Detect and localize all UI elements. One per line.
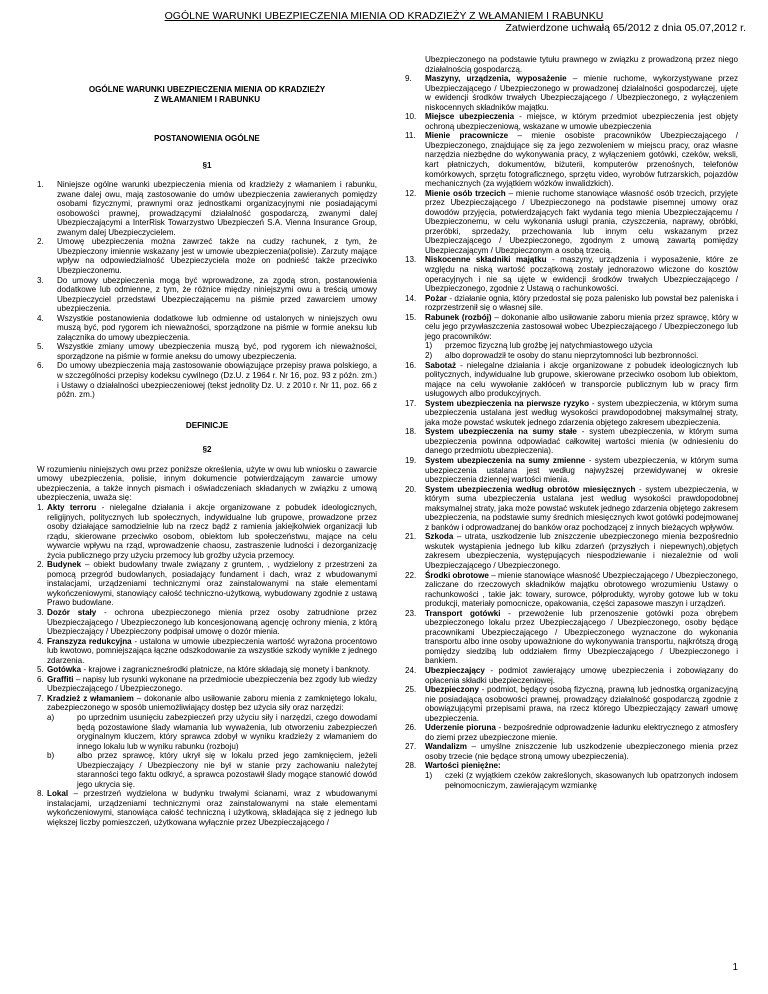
definition-term: Akty terroru — [47, 502, 97, 512]
item-text — [425, 532, 738, 570]
definition-body: - bezpośrednie odprowadzenie ładunku elektrycznego z atmosfery do ziemi przez ubezpieczone mienie. — [425, 723, 738, 742]
definition-item — [405, 255, 738, 293]
item-text: Umowę ubezpieczenia można zawrzeć także na cudzy rachunek, z tym, że Ubezpieczony imiennie wskazany jest w umowie ubezpieczenia(polisie). Zarzuty mające wpływ na odpowiedzialność Ubezpieczyciela może on podnieść także przeciwko Ubezpieczonemu. — [57, 237, 377, 276]
item-text — [425, 761, 738, 771]
definition-body: - krajowe i zagraniczneśrodki płatnicze, na które składają się monety i banknoty. — [81, 665, 370, 675]
item-text: Wszystkie zmiany umowy ubezpieczenia muszą być, pod rygorem ich nieważności, sporządzone na piśmie w formie aneksu do umowy ubezpieczenia. — [57, 342, 377, 361]
item-text: albo doprowadził te osoby do stanu nieprzytomności lub bezbronności. — [445, 350, 699, 360]
item-text: Wszystkie postanowienia dodatkowe lub odmienne od ustalonych w niniejszych owu muszą być, pod rygorem ich nieważności, sporządzone na piśmie w formie aneksu lub załącznika do umowy ubezpieczenia. — [57, 313, 377, 342]
definition-body: - nielegalne działania i akcje organizowane z pobudek ideologicznych, religijnych, politycznych lub społecznych, indywidualne lub grupowe, prowadzone przez osoby działające samodzielnie lub na rzecz bądź z ramienia jakiejkolwiek organizacji lub rządu, skierowane przeciwko osobom, obiektom lub społeczeństwu, mające na celu wywarcie wpływu na rząd, wprowadzenie chaosu, zastraszenie ludności i dezorganizację życia publicznego przy użyciu przemocy lub groźby użycia przemocy. — [47, 502, 378, 560]
definition-item — [37, 675, 377, 694]
item-number: 27. — [405, 742, 417, 752]
header-approval: Zatwierdzone uchwałą 65/2012 z dnia 05.07,2012 r. — [505, 22, 746, 34]
definition-term: Ubezpieczony — [425, 685, 479, 695]
definition-term: System ubezpieczenia według obrotów miesięcznych — [425, 484, 636, 494]
definition-term: System ubezpieczenia na sumy zmienne — [425, 455, 586, 465]
item-number: 12. — [405, 188, 417, 198]
definition-term: Dozór stały — [47, 607, 97, 617]
definition-item — [37, 637, 377, 666]
definition-body: – umyślne zniszczenie lub uszkodzenie ubezpieczonego mienia przez osoby trzecie (nie będące stroną umowy ubezpieczenia). — [425, 742, 738, 761]
item-text — [425, 666, 738, 685]
definition-body: - system ubezpieczenia, w którym suma ubezpieczenia ustalana jest według wysokości prawdopodobnej maksymalnej straty, jaka może powstać wskutek jednego zdarzenia objętego zakresem ubezpieczenia, na podstawie sumy średnich miesięcznych kwot gotówki podejmowanej z banków i odprowadzanej do banków oraz pochodzącej z innych bieżących wpływów. — [425, 484, 738, 532]
definition-term: Szkoda — [425, 532, 454, 542]
item-number: 9. — [405, 74, 412, 84]
item-number: 17. — [405, 398, 417, 408]
definition-item — [405, 532, 738, 570]
document-title-line-1: OGÓLNE WARUNKI UBEZPIECZENIA MIENIA OD KRADZIEŻY — [88, 85, 326, 94]
item-number: 20. — [405, 484, 417, 494]
definition-item — [405, 742, 738, 761]
item-text — [47, 637, 377, 666]
item-text — [425, 74, 738, 112]
item-number: 25. — [405, 685, 417, 695]
item-number: 18. — [405, 427, 417, 437]
definition-term: Wandalizm — [425, 742, 467, 752]
item-text — [47, 503, 377, 560]
definition-body: - miejsce, w którym przedmiot ubezpieczenia jest objęty ochroną ubezpieczeniową, wskazane w umowie ubezpieczenia — [425, 112, 738, 131]
item-number: 4. — [37, 313, 44, 323]
section-heading-general: POSTANOWIENIA OGÓLNE — [154, 134, 260, 143]
definition-term: Maszyny, urządzenia, wyposażenie — [425, 74, 567, 84]
definition-term: Ubezpieczający — [425, 666, 485, 675]
definition-term: Niskocenne składniki majątku — [425, 255, 547, 265]
definition-body: – dokonanie albo usiłowanie zaboru mienia z zamkniętego lokalu, zabezpieczonego w sposób uniemożliwiający dostęp bez użycia siły oraz narzędzi: — [47, 693, 377, 713]
left-column — [37, 55, 377, 828]
definition-item — [405, 456, 738, 485]
item-number: 1. — [37, 180, 44, 190]
paragraph-2-heading: §2 — [202, 445, 212, 455]
definition-item — [405, 399, 738, 428]
item-text: Do umowy ubezpieczenia mogą być wprowadzone, za zgodą stron, postanowienia dodatkowe lub odmienne, z tym, że różnice między niniejszymi owu a treścią umowy Ubezpieczyciel przedstawi Ubezpieczającemu na piśmie przed zawarciem umowy ubezpieczenia. — [57, 275, 377, 314]
definition-body: – mienie ruchome stanowiące własność osób trzecich, przyjęte przez Ubezpieczającego / Ubezpieczonego na podstawie pisemnej umowy oraz dowodów przyjęcia, potwierdzających fakt wydania tego mienia Ubezpieczającemu / Ubezpieczonemu, w celu wykonania usługi prania, czyszczenia, naprawy, obróbki, przeróbki, sprzedaży, przechowania lub innym celu wskazanym przez Ubezpieczającego / Ubezpieczonego, zgodnym z umową zawartą pomiędzy Ubezpieczającym / Ubezpieczonym a osobą trzecią. — [425, 188, 738, 255]
item-number: 23. — [405, 608, 417, 618]
definition-body: – utrata, uszkodzenie lub zniszczenie ubezpieczonego mienia bezpośrednio wskutek wystąpienia jednego lub kilku zdarzeń (przyszłych i niepewnych),objętych zakresem ubezpieczenia, występujących niespodziewanie i niezależnie od woli Ubezpieczającego / Ubezpieczonego. — [425, 532, 738, 570]
definition-body: - ochrona ubezpieczonego mienia przez osoby zatrudnione przez Ubezpieczającego / Ubezpieczonego lub koncesjonowaną agencję ochrony mienia, z którą Ubezpieczający / Ubezpieczony podpisał umowę o dozór mienia. — [47, 607, 377, 637]
right-column — [405, 55, 738, 790]
definition-item — [405, 485, 738, 533]
item-text — [425, 112, 738, 131]
definition-item — [405, 685, 738, 723]
general-provision-item — [37, 276, 377, 314]
header-title: OGÓLNE WARUNKI UBEZPIECZENIA MIENIA OD KRADZIEŻY Z WŁAMANIEM I RABUNKU — [164, 10, 604, 22]
definition-term: Gotówka — [47, 665, 82, 675]
definition-item — [405, 361, 738, 399]
definition-item — [37, 694, 377, 713]
item-number: 4. — [37, 636, 44, 646]
item-number: 11. — [405, 131, 416, 141]
item-number: 5. — [37, 665, 44, 675]
definition-item — [37, 608, 377, 637]
item-text — [425, 427, 738, 456]
item-number: 6. — [37, 674, 44, 684]
definition-term: Mienie pracownicze — [425, 131, 509, 141]
item-text — [47, 694, 377, 713]
definition-continuation: Ubezpieczonego na podstawie tytułu prawnego w związku z prowadzoną przez niego działalnością gospodarczą. — [425, 55, 738, 74]
item-text: czeki (z wyjątkiem czeków zakreślonych, skasowanych lub opatrzonych indosem pełnomocniczym, zawierającym wzmiankę — [445, 771, 738, 790]
definition-subitem — [37, 751, 377, 789]
item-number: 2. — [37, 237, 44, 247]
item-number: 16. — [405, 360, 417, 370]
item-text: Niniejsze ogólne warunki ubezpieczenia mienia od kradzieży z włamaniem i rabunku, zwane dalej owu, mają zastosowanie do umów ubezpieczenia zawieranych pomiędzy osobami fizycznymi, prawnymi oraz jednostkami organizacyjnymi nie posiadającymi osobowości prawnej, prowadzącymi działalność gospodarczą, zwanymi dalej Ubezpieczającymi a InterRisk Towarzystwo Ubezpieczeń S.A. Vienna Insurance Group, zwanym dalej Ubezpieczycielem. — [57, 180, 377, 237]
definition-body: - ustalona w umowie ubezpieczenia wartość wyrażona procentowo lub kwotowo, pomniejszająca łączne odszkodowanie za wszystkie szkody wynikłe z jednego zdarzenia. — [47, 636, 378, 665]
item-text: Do umowy ubezpieczenia mają zastosowanie obowiązujące przepisy prawa polskiego, a w szczególności przepisy kodeksu cywilnego (Dz.U. z 1964 r. Nr 16, poz. 93 z późn. zm.) i Ustawy o działalności ubezpieczeniowej (tekst jednolity Dz. U. z 2010 r. Nr 11, poz. 66 z późn. zm.) — [57, 361, 377, 400]
definition-body: – przestrzeń wydzielona w budynku trwałymi ścianami, wraz z wbudowanymi instalacjami, urządzeniami technicznymi oraz zainstalowanymi na stałe elementami wykończeniowymi, stanowiąca całość techniczną i użytkową, składająca się z jednego lub większej liczby pomieszczeń, użytkowana wyłącznie przez Ubezpieczającego / — [47, 789, 377, 827]
item-number: 21. — [405, 532, 417, 542]
definition-item — [405, 723, 738, 742]
definition-item — [37, 503, 377, 560]
item-number: 15. — [405, 312, 417, 322]
item-number: 3. — [37, 275, 44, 285]
definition-term: Graffiti — [47, 674, 74, 684]
general-provisions-list — [37, 180, 377, 400]
definition-term: Transport gotówki — [425, 608, 501, 618]
item-text — [425, 131, 738, 188]
definition-item — [405, 131, 738, 188]
definition-item — [405, 313, 738, 342]
item-text — [425, 456, 738, 485]
definition-item — [405, 112, 738, 131]
item-text — [425, 685, 738, 723]
definition-body: – mienie ruchome, wykorzystywane przez Ubezpieczającego / Ubezpieczonego w prowadzonej działalności gospodarczej, ujęte w ewidencji środków trwałych Ubezpieczającego / Ubezpieczonego, z wyłączeniem niskocennych składników majątku. — [425, 74, 738, 112]
item-text — [47, 675, 377, 694]
general-provision-item — [37, 180, 377, 237]
definition-item — [405, 189, 738, 256]
definition-term: Miejsce ubezpieczenia — [425, 112, 515, 122]
page-header — [0, 10, 768, 34]
definition-item — [37, 789, 377, 827]
item-text — [425, 485, 738, 533]
definition-item — [405, 294, 738, 313]
definition-term: Franszyza redukcyjna — [47, 636, 132, 646]
definition-body: - system ubezpieczenia, w którym suma ubezpieczenia powinna odpowiadać całkowitej wartości mienia (w odniesieniu do danego przedmiotu ubezpieczenia). — [425, 427, 738, 456]
item-text — [425, 742, 738, 761]
item-text: po uprzednim usunięciu zabezpieczeń przy użyciu siły i narzędzi, czego dowodami będą pozostawione ślady włamania lub wyważenia, lub otworzeniu zabezpieczeń oryginalnym kluczem, który sprawca zdobył w wyniku kradzieży z włamaniem do innego lokalu lub w wyniku rabunku (rozboju) — [77, 712, 377, 751]
definition-body: - maszyny, urządzenia i wyposażenie, które ze względu na niską wartość początkową zostały jednorazowo wliczone do kosztów operacyjnych i nie są ujęte w ewidencji środków trwałych Ubezpieczającego / Ubezpieczonego, zgodnie z Ustawą o rachunkowości. — [425, 255, 738, 294]
definition-term: Mienie osób trzecich — [425, 188, 506, 198]
definition-subitem — [405, 351, 738, 361]
item-text: przemoc fizyczną lub groźbę jej natychmiastowego użycia — [445, 341, 653, 351]
item-text — [425, 571, 738, 609]
definition-body: - system ubezpieczenia, w którym suma ubezpieczenia ustalana jest według wysokości prawdopodobnej maksymalnej straty, jaka może powstać wskutek jednego zdarzenia objętego zakresem ubezpieczenia. — [425, 398, 738, 427]
item-text — [47, 789, 377, 827]
definitions-list-left — [37, 503, 377, 828]
definition-body: – obiekt budowlany trwale związany z gruntem, , wydzielony z przestrzeni za pomocą przegród budowlanych, posiadający fundament i dach, wraz z wbudowanymi instalacjami, urządzeniami technicznymi oraz zainstalowanymi na stałe elementami wykończeniowymi, stanowiący całość techniczno-użytkową, wybudowany zgodnie z ustawą Prawo budowlane. — [47, 560, 377, 608]
definition-body: – mienie stanowiące własność Ubezpieczającego / Ubezpieczonego, zaliczane do rzeczowych składników majątku obrotowego wrozumieniu Ustawy o rachunkowości , takie jak: towary, surowce, półprodukty, wyroby gotowe lub w toku produkcji, materiały pomocnicze, opakowania, części zapasowe maszyn i urządzeń. — [425, 570, 738, 609]
general-provision-item — [37, 361, 377, 399]
definition-item — [405, 427, 738, 456]
item-text — [425, 399, 738, 428]
item-text — [425, 723, 738, 742]
definition-term: Uderzenie pioruna — [425, 723, 496, 733]
definition-body: - system ubezpieczenia, w którym suma ubezpieczenia ustalana jest według najwyższej przewidywanej w okresie ubezpieczenia dziennej wartości mienia. — [425, 455, 738, 485]
definition-term: Pożar — [425, 293, 448, 303]
item-text — [47, 560, 377, 608]
item-text — [425, 294, 738, 313]
item-number: 6. — [37, 361, 44, 371]
definition-body: – dokonanie albo usiłowanie zaboru mienia przez sprawcę, który w celu jego przywłaszczenia zastosował wobec Ubezpieczającego / Ubezpieczonego lub jego pracowników: — [425, 312, 739, 341]
definition-body: - nielegalne działania i akcje organizowane z pobudek ideologicznych lub politycznych, indywidualne lub grupowe, skierowane przeciwko osobom lub obiektom, mające na celu wywołanie zakłóceń w transporcie publicznym lub w pracy firm usługowych albo produkcyjnych. — [425, 360, 738, 399]
item-number: 2) — [425, 350, 433, 360]
definition-body: - podmiot, będący osobą fizyczną, prawną lub jednostką organizacyjną nie posiadającą osobowości prawnej, prowadzący działalność gospodarczą zgodnie z obowiązującymi przepisami prawa, na rzecz którego Ubezpieczający zawarł umowę ubezpieczenia. — [425, 685, 738, 723]
item-number: 2. — [37, 560, 44, 570]
item-number: 7. — [37, 693, 44, 703]
item-number: 1) — [425, 771, 433, 781]
item-text — [47, 608, 377, 637]
definition-body: – mienie osobiste pracowników Ubezpieczającego / Ubezpieczonego, znajdujące się za jego zezwoleniem w miejscu pracy, oraz własne narzędzia niezbędne do wykonywania pracy, z wyłączeniem gotówki, czeków, weksli, kart płatniczych, dokumentów, biżuterii, komputerów przenośnych, telefonów komórkowych, sprzętu fotograficznego, sprzętu video, wyrobów futrzarskich, pojazdów mechanicznych (za wyjątkiem wózków inwalidzkich). — [425, 131, 739, 189]
definition-body: – napisy lub rysunki wykonane na przedmiocie ubezpieczenia bez zgody lub wiedzy Ubezpieczającego / Ubezpieczonego. — [47, 674, 377, 694]
definition-body: - podmiot zawierający umowę ubezpieczenia i zobowiązany do opłacenia składki ubezpieczeniowej. — [425, 666, 738, 685]
definitions-list-right — [405, 55, 738, 790]
definition-item — [37, 665, 377, 675]
item-text — [425, 609, 738, 666]
item-number: 19. — [405, 455, 417, 465]
section-heading-definitions: DEFINICJE — [185, 420, 229, 430]
item-text — [425, 189, 738, 256]
document-title — [37, 85, 377, 105]
general-provision-item — [37, 314, 377, 343]
definition-term: Budynek — [47, 560, 82, 570]
definition-subitem — [405, 771, 738, 790]
item-text — [425, 255, 738, 293]
item-number: 22. — [405, 570, 417, 580]
item-text — [425, 361, 738, 399]
page-number: 1 — [732, 962, 738, 973]
definition-item — [405, 666, 738, 685]
definition-body: - działanie ognia, który przedostał się poza palenisko lub powstał bez paleniska i rozprzestrzenił się o własnej sile. — [425, 293, 738, 313]
item-text: albo przez sprawcę, który ukrył się w lokalu przed jego zamknięciem, jeżeli Ubezpieczający / Ubezpieczony nie był w stanie przy zachowaniu należytej staranności tego faktu odkryć, a sprawca pozostawił ślady mogące stanowić dowód jego ukrycia się. — [77, 751, 377, 789]
definition-term: Wartości pieniężne: — [425, 761, 501, 771]
item-number: 24. — [405, 666, 417, 675]
item-number: b) — [47, 751, 55, 761]
item-text — [47, 665, 377, 675]
definition-subitem — [37, 713, 377, 751]
general-provision-item — [37, 237, 377, 275]
definition-subitem — [405, 341, 738, 351]
definition-term: System ubezpieczenia na pierwsze ryzyko — [425, 398, 590, 408]
definition-term: Środki obrotowe — [425, 570, 489, 580]
definition-item — [405, 761, 738, 771]
item-number: 8. — [37, 789, 44, 799]
item-number: 28. — [405, 761, 417, 771]
definition-term: Lokal — [47, 789, 69, 799]
item-number: 5. — [37, 342, 44, 352]
definition-item — [405, 609, 738, 666]
item-number: 13. — [405, 255, 417, 265]
definition-item — [405, 74, 738, 112]
definition-term: Rabunek (rozbój) — [425, 312, 492, 322]
definition-term: Kradzież z włamaniem — [47, 693, 134, 703]
definition-item — [37, 560, 377, 608]
paragraph-1-heading: §1 — [202, 160, 212, 170]
definitions-intro: W rozumieniu niniejszych owu przez poniższe określenia, użyte w owu lub wniosku o zawarcie umowy ubezpieczenia, polisie, innym dokumencie potwierdzającym zawarcie umowy ubezpieczenia, a także innych pismach i oświadczeniach składanych w związku z umową ubezpieczenia, uważa się: — [37, 464, 377, 503]
item-number: 1. — [37, 502, 44, 512]
definition-term: Sabotaż — [425, 360, 457, 370]
definition-body: - przewożenie lub przenoszenie gotówki poza obrębem ubezpieczonego lokalu przez Ubezpieczającego / Ubezpieczonego, osoby będące pracownikami Ubezpieczającego / Ubezpieczonego wyznaczone do wykonania transportu albo inne osoby upoważnione do wykonywania transportu, najkrótszą drogą pomiędzy siedzibą lub oddziałem firmy Ubezpieczającego / Ubezpieczonego i bankiem. — [425, 608, 738, 666]
item-text — [425, 313, 738, 342]
item-number: 1) — [425, 341, 433, 351]
item-number: 14. — [405, 293, 417, 303]
item-number: 26. — [405, 723, 417, 733]
item-number: a) — [47, 712, 55, 722]
document-title-line-2: Z WŁAMANIEM I RABUNKU — [153, 95, 261, 104]
item-number: 10. — [405, 112, 417, 122]
general-provision-item — [37, 342, 377, 361]
definition-term: System ubezpieczenia na sumy stałe — [425, 427, 577, 437]
definition-item — [405, 571, 738, 609]
item-number: 3. — [37, 607, 44, 617]
